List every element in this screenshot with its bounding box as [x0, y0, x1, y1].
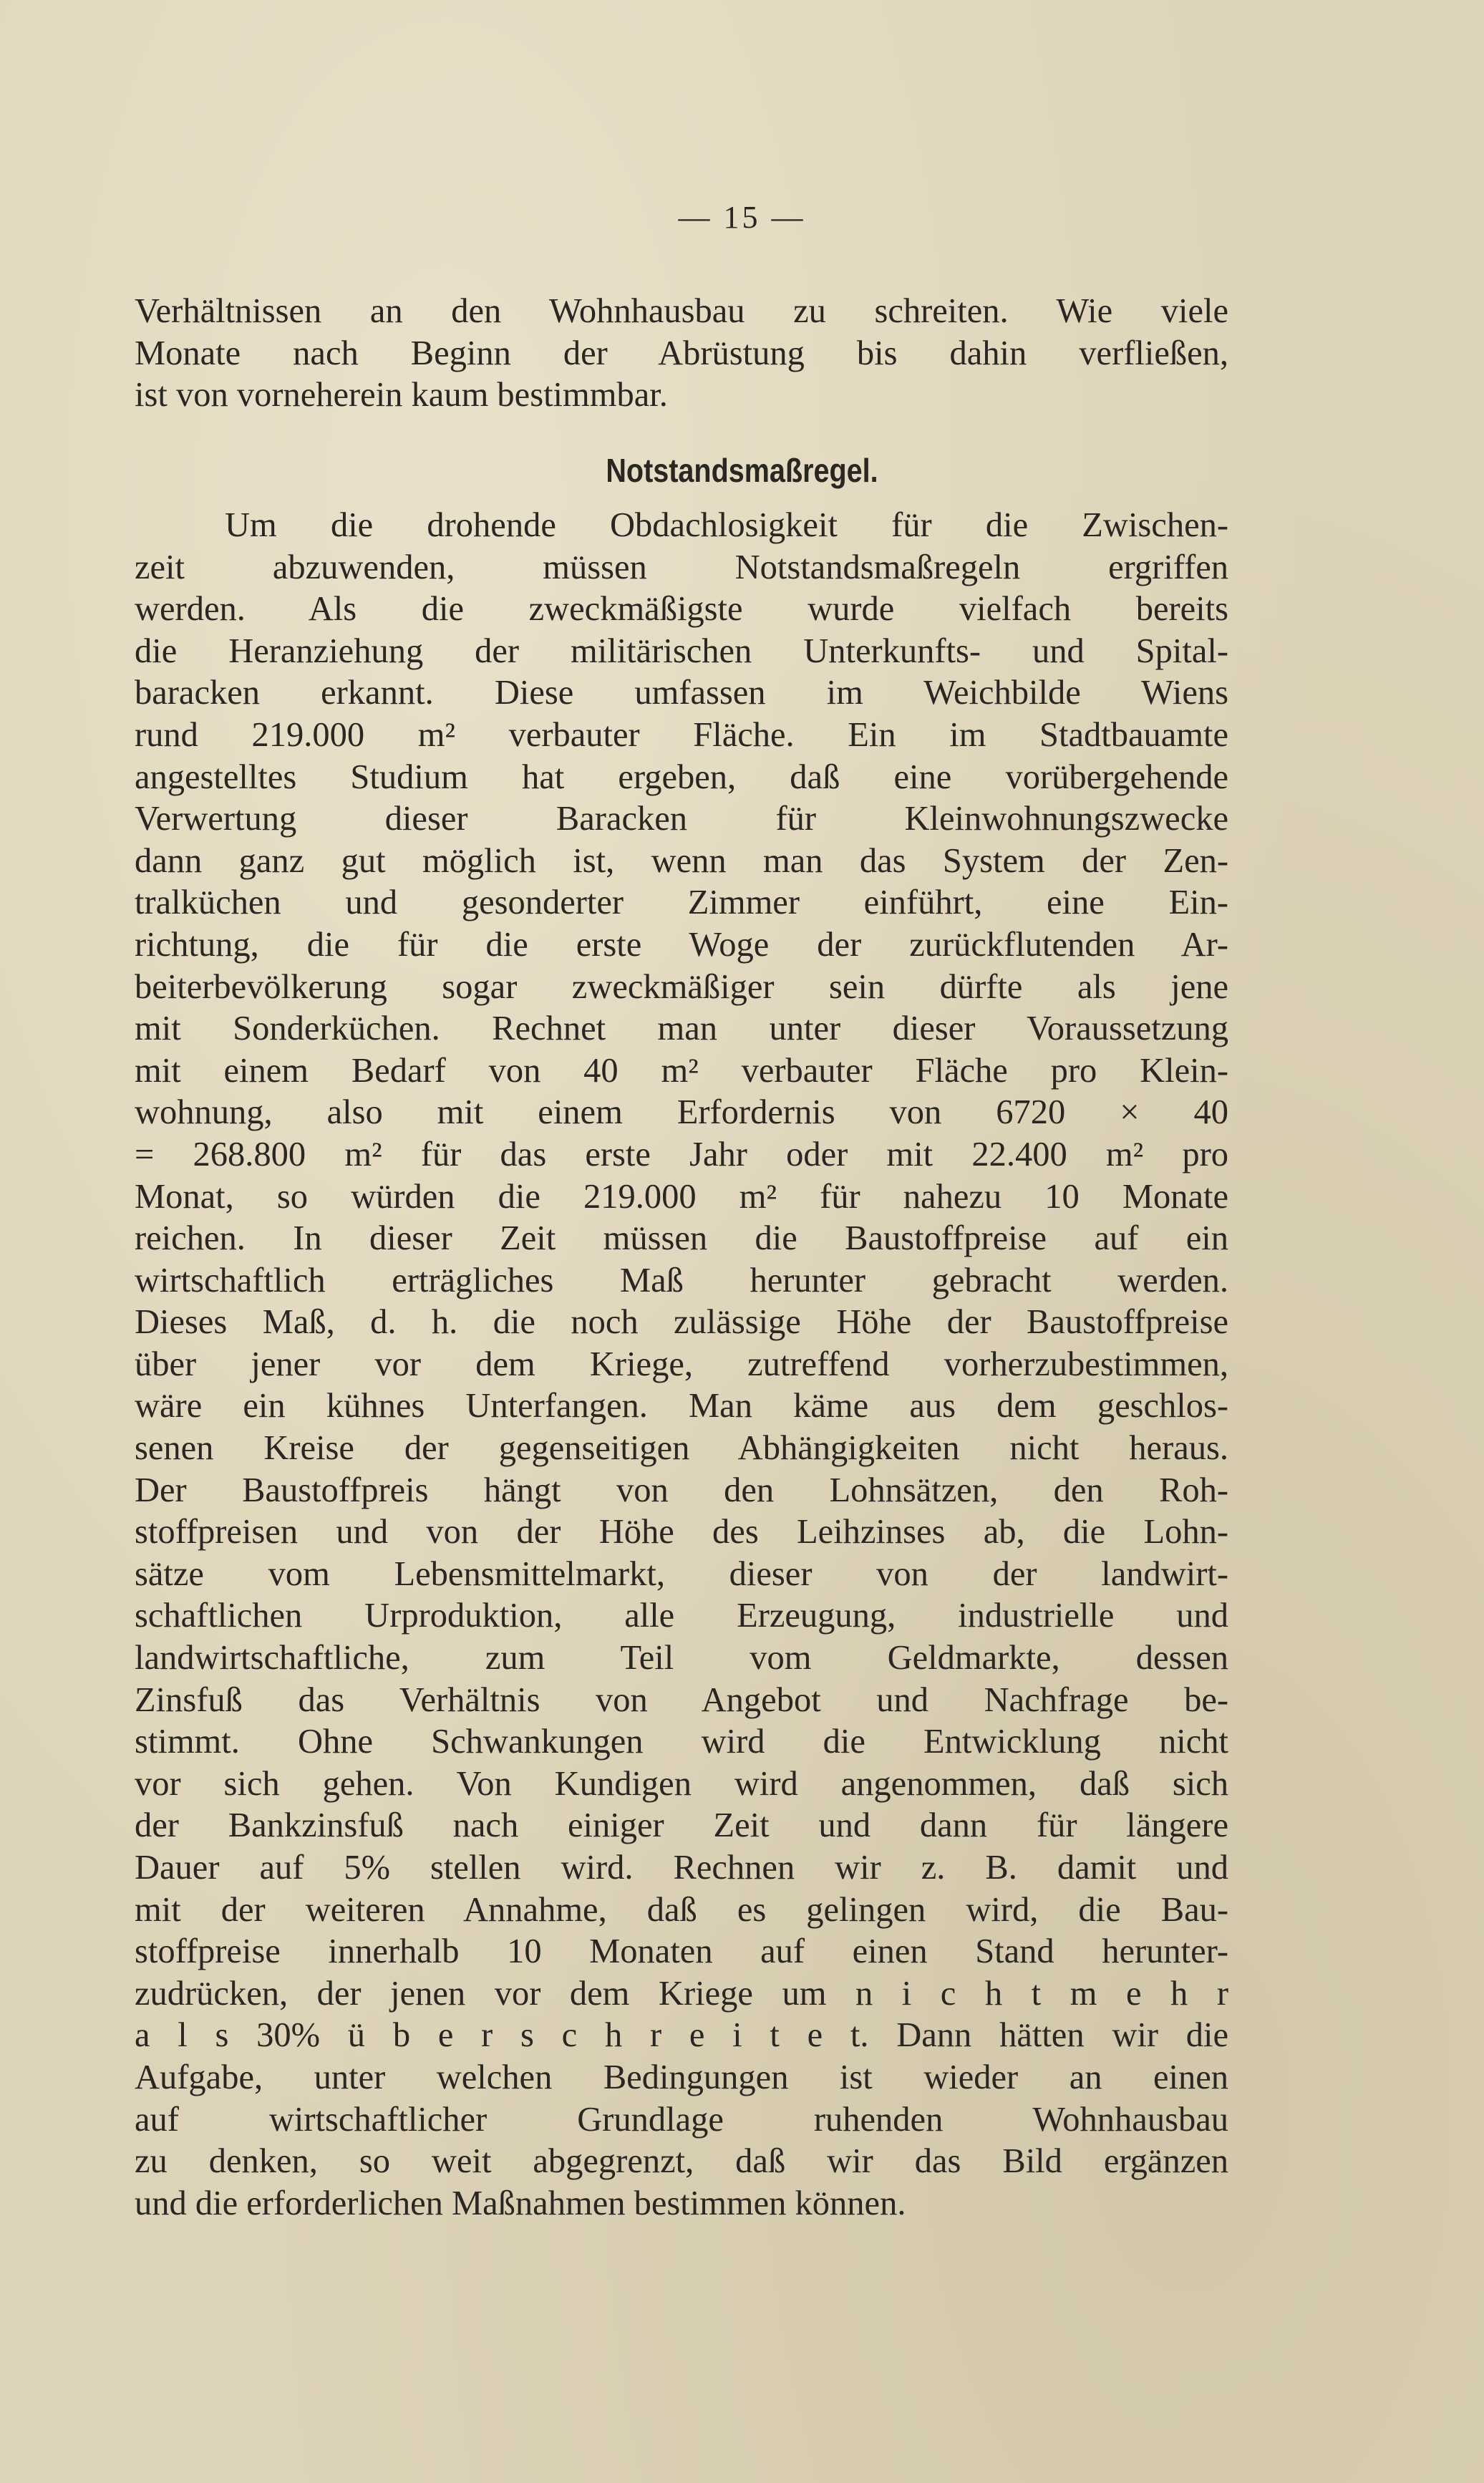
text-line: der Bankzinsfuß nach einiger Zeit und dann für längere	[135, 1806, 1228, 1845]
text-line: richtung, die für die erste Woge der zurückflutenden Ar-	[135, 925, 1228, 964]
text-line: Aufgabe, unter welchen Bedingungen ist wieder an einen	[135, 2058, 1228, 2096]
text-line: dann ganz gut möglich ist, wenn man das System der Zen-	[135, 841, 1228, 880]
text-line: baracken erkannt. Diese umfassen im Weichbilde Wiens	[135, 674, 1228, 712]
text-line: zeit abzuwenden, müssen Notstandsmaßregeln ergriffen	[135, 548, 1228, 586]
text-line: Um die drohende Obdachlosigkeit für die Zwischen-	[225, 506, 1228, 544]
text-line: Der Baustoffpreis hängt von den Lohnsätzen, den Roh-	[135, 1471, 1228, 1509]
text-line: senen Kreise der gegenseitigen Abhängigkeiten nicht heraus.	[135, 1429, 1228, 1468]
text-line: reichen. In dieser Zeit müssen die Baustoffpreise auf ein	[135, 1219, 1228, 1258]
text-line: a l s 30% ü b e r s c h r e i t e t. Dann hätten wir die	[135, 2016, 1228, 2055]
text-line: zu denken, so weit abgegrenzt, daß wir das Bild ergänzen	[135, 2142, 1228, 2181]
text-line: auf wirtschaftlicher Grundlage ruhenden Wohnhausbau	[135, 2100, 1228, 2139]
text-line: die Heranziehung der militärischen Unterkunfts- und Spital-	[135, 631, 1228, 670]
page-number: — 15 —	[678, 200, 806, 235]
text-line: stimmt. Ohne Schwankungen wird die Entwicklung nicht	[135, 1723, 1228, 1761]
section-heading: Notstandsmaßregel.	[606, 452, 878, 489]
text-line: stoffpreisen und von der Höhe des Leihzinses ab, die Lohn-	[135, 1513, 1228, 1552]
text-line: und die erforderlichen Maßnahmen bestimmen können.	[135, 2184, 906, 2222]
text-line: tralküchen und gesonderter Zimmer einführt, eine Ein-	[135, 884, 1228, 922]
text-line: wäre ein kühnes Unterfangen. Man käme aus dem geschlos-	[135, 1387, 1228, 1426]
text-line: beiterbevölkerung sogar zweckmäßiger sein dürfte als jene	[135, 967, 1228, 1006]
text-line: zudrücken, der jenen vor dem Kriege um n i c h t m e h r	[135, 1974, 1228, 2013]
text-line: mit der weiteren Annahme, daß es gelingen wird, die Bau-	[135, 1890, 1228, 1929]
text-line: stoffpreise innerhalb 10 Monaten auf einen Stand herunter-	[135, 1932, 1228, 1971]
text-line: landwirtschaftliche, zum Teil vom Geldmarkte, dessen	[135, 1639, 1228, 1678]
text-line: sätze vom Lebensmittelmarkt, dieser von der landwirt-	[135, 1554, 1228, 1593]
text-line: Zinsfuß das Verhältnis von Angebot und Nachfrage be-	[135, 1680, 1228, 1719]
text-line: vor sich gehen. Von Kundigen wird angenommen, daß sich	[135, 1764, 1228, 1803]
text-line: Monate nach Beginn der Abrüstung bis dahin verfließen,	[135, 334, 1228, 372]
text-line: über jener vor dem Kriege, zutreffend vorherzubestimmen,	[135, 1345, 1228, 1383]
text-line: angestelltes Studium hat ergeben, daß eine vorübergehende	[135, 758, 1228, 796]
text-line: mit Sonderküchen. Rechnet man unter dieser Voraussetzung	[135, 1010, 1228, 1048]
continuation-paragraph	[135, 291, 1228, 417]
text-line: mit einem Bedarf von 40 m² verbauter Fläche pro Klein-	[135, 1051, 1228, 1090]
section-paragraph	[135, 505, 1228, 2225]
text-line: schaftlichen Urproduktion, alle Erzeugung, industrielle und	[135, 1597, 1228, 1635]
text-line: = 268.800 m² für das erste Jahr oder mit 22.400 m² pro	[135, 1135, 1228, 1173]
text-line: Monat, so würden die 219.000 m² für nahezu 10 Monate	[135, 1177, 1228, 1216]
text-line: wohnung, also mit einem Erfordernis von 6720 × 40	[135, 1093, 1228, 1132]
text-line: wirtschaftlich erträgliches Maß herunter gebracht werden.	[135, 1261, 1228, 1299]
text-line: Dieses Maß, d. h. die noch zulässige Höhe der Baustoffpreise	[135, 1303, 1228, 1342]
text-line: Dauer auf 5% stellen wird. Rechnen wir z. B. damit und	[135, 1849, 1228, 1887]
text-line: ist von vorneherein kaum bestimmbar.	[135, 376, 668, 415]
text-line: werden. Als die zweckmäßigste wurde vielfach bereits	[135, 590, 1228, 629]
text-line: rund 219.000 m² verbauter Fläche. Ein im Stadtbauamte	[135, 715, 1228, 754]
text-line: Verhältnissen an den Wohnhausbau zu schreiten. Wie viele	[135, 292, 1228, 330]
text-line: Verwertung dieser Baracken für Kleinwohnungszwecke	[135, 800, 1228, 838]
